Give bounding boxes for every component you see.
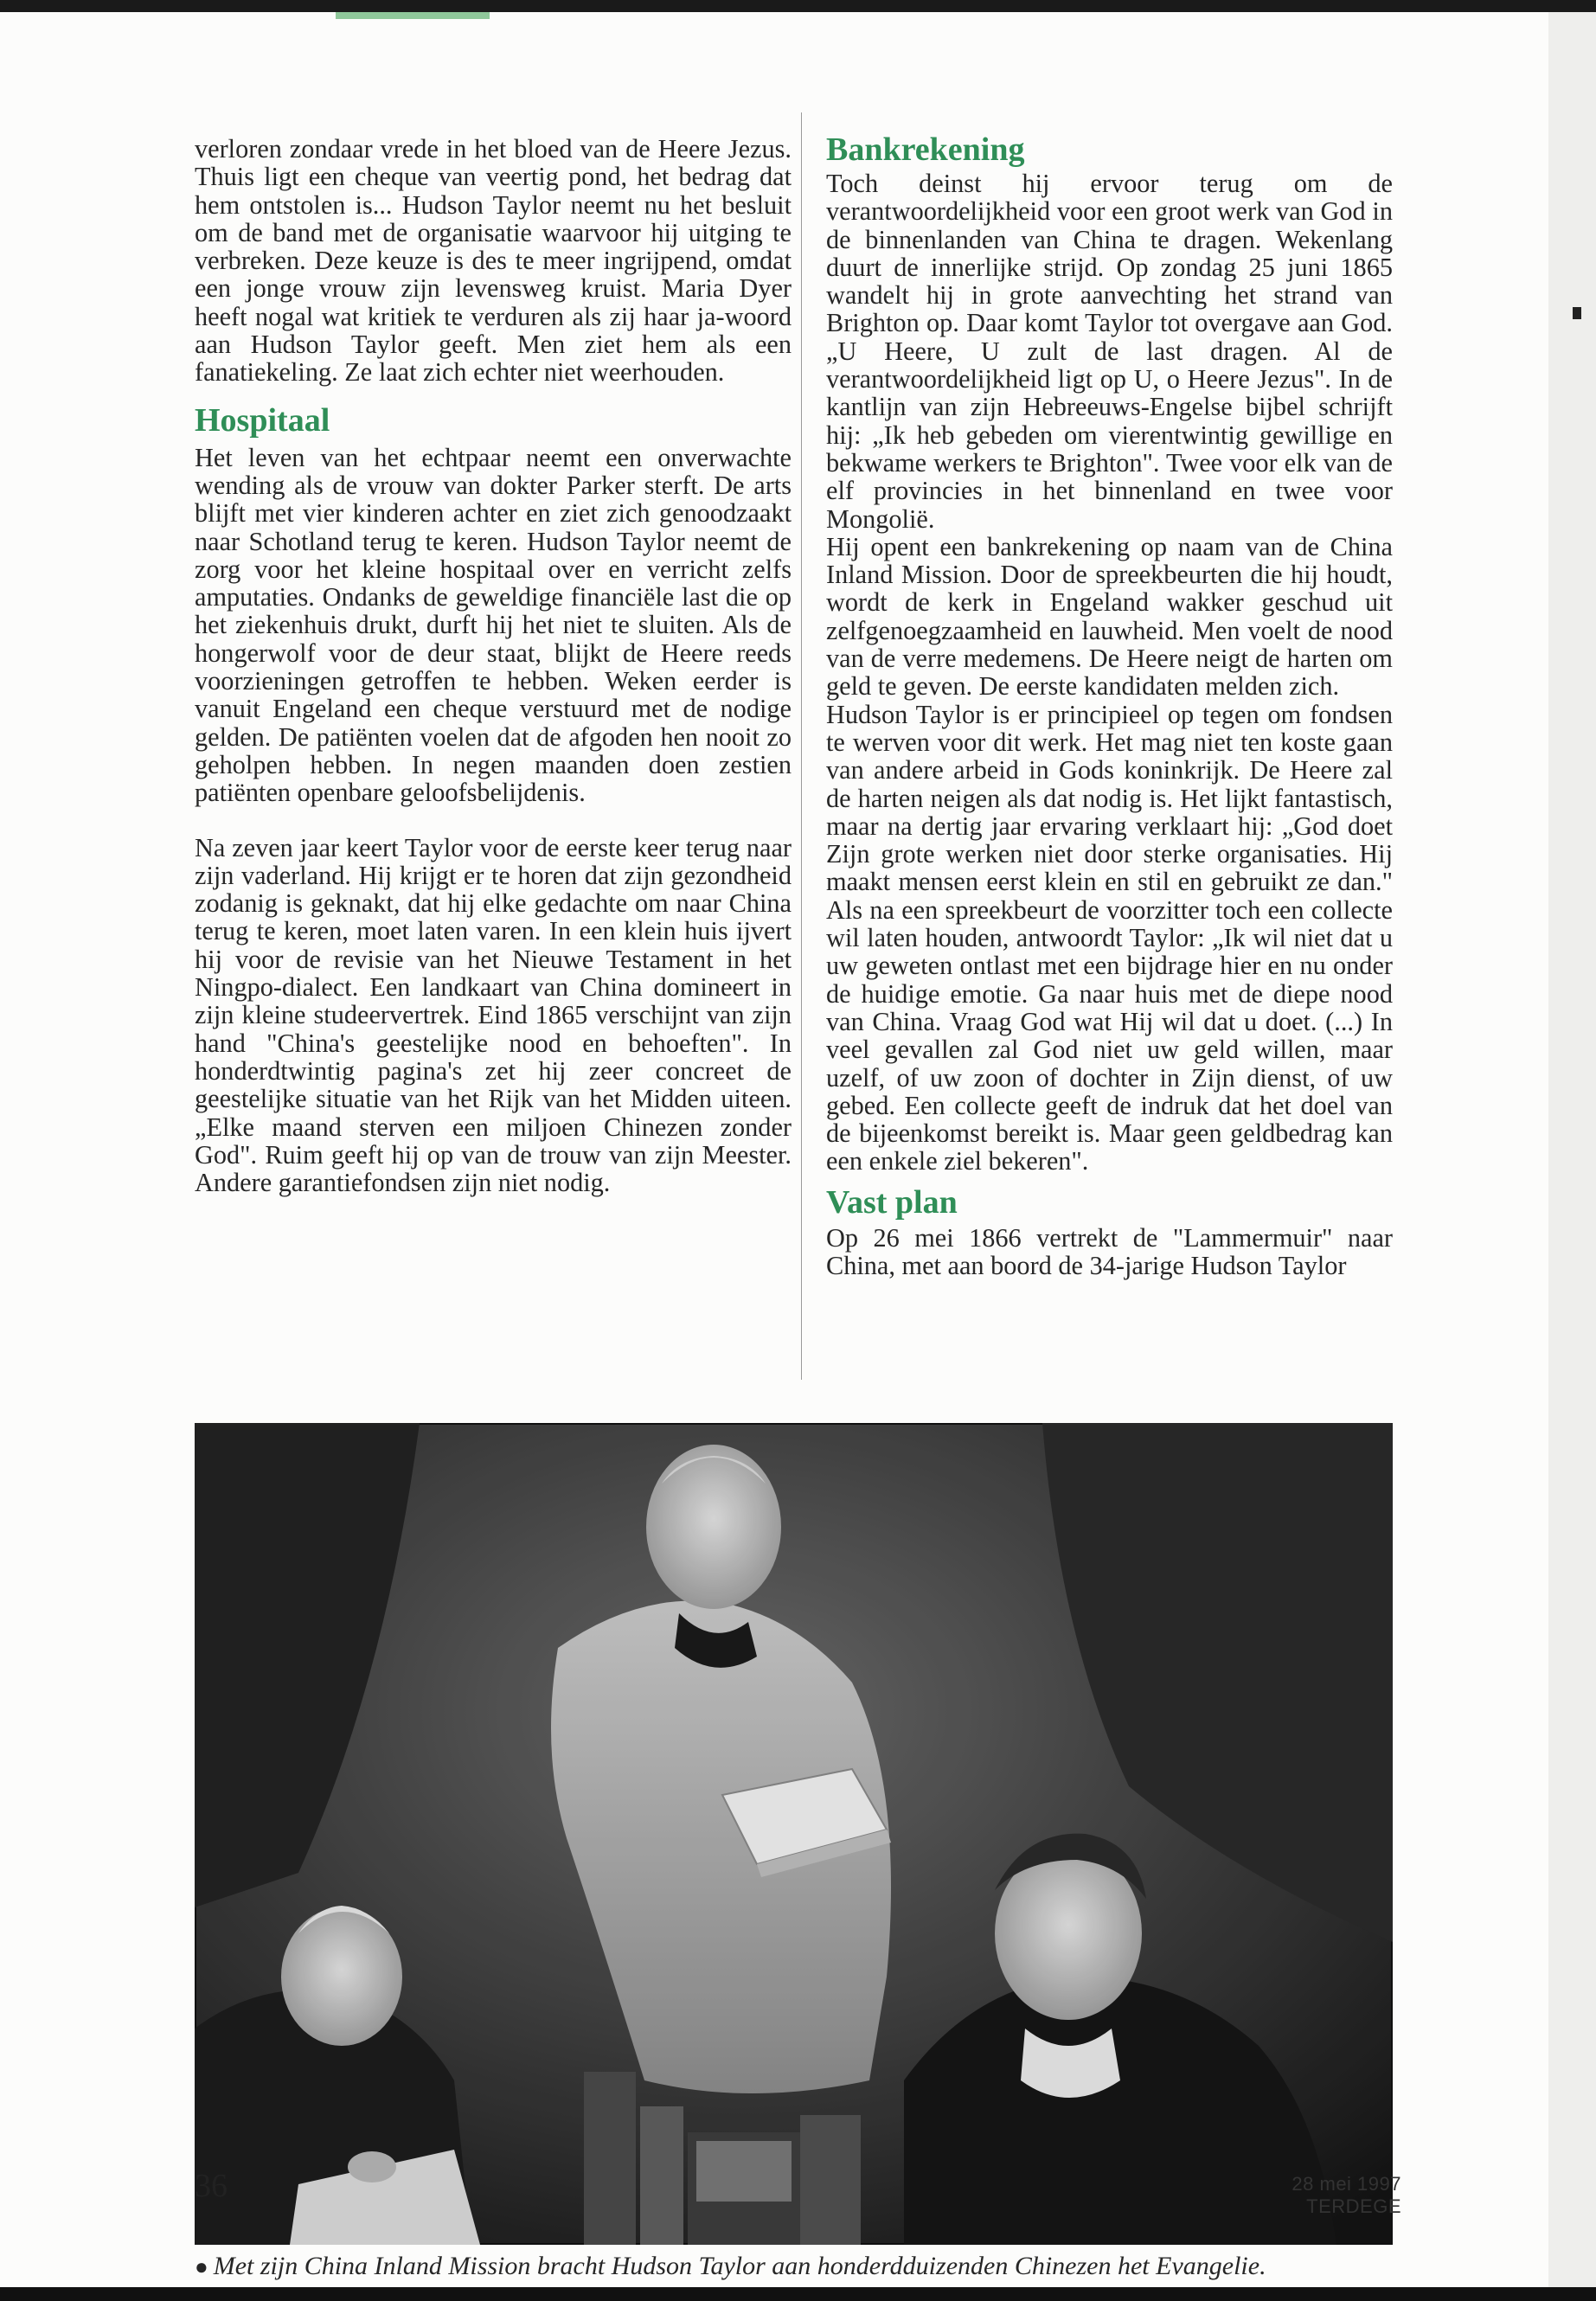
bottom-border: [0, 2287, 1596, 2301]
photo-caption: [195, 2252, 1393, 2281]
vast-plan-paragraph: Op 26 mei 1866 vertrekt de "Lammermuir" naar China, met aan boord de 34-jarige Hudson Taylor: [826, 1222, 1393, 1280]
heading-bankrekening: Bankrekening: [826, 131, 1025, 168]
bank-paragraph-2: Hij opent een bankrekening op naam van de China Inland Mission. Door de spreekbeurten die hij houdt, wordt de kerk in Engeland wakker geschud uit zelfgenoegzaamheid en lauwheid. Men voelt de nood van de verre medemens. De Heere neigt de harten om geld te geven. De eerste kandidaten melden zich.: [826, 531, 1393, 702]
heading-vast-plan: Vast plan: [826, 1183, 958, 1221]
scan-edge-mark: [1573, 307, 1581, 319]
scan-edge: [1548, 12, 1596, 2287]
historical-photo: [195, 1423, 1393, 2245]
left-column: [195, 135, 792, 1196]
column-divider: [801, 112, 802, 1380]
issue-date: 28 mei 1997 TERDEGE: [1292, 2173, 1401, 2217]
photo-illustration: [195, 1423, 1393, 2245]
bank-paragraph-3: Hudson Taylor is er principieel op tegen om fondsen te werven voor dit werk. Het mag niet ten koste gaan van andere arbeid in Gods koninkrijk. De Heere zal de harten neigen als dat nodig is. Het lijkt fantastisch, maar na dertig jaar ervaring verklaart hij: „God doet Zijn grote werken niet door sterke organisaties. Hij maakt mensen eerst klein en stil en gebruikt ze dan." Als na een spreekbeurt de voorzitter toch een collecte wil laten houden, antwoordt Taylor: „Ik wil niet dat u uw geweten ontlast met een bijdrage hier en nu onder de huidige emotie. Ga naar huis met de diepe nood van China. Vraag God wat Hij wil dat u doet. (...) In veel gevallen zal God niet uw geld willen, maar uzelf, of uw zoon of dochter in Zijn dienst, of uw gebed. Een collecte geeft de indruk dat het doel van de bijeenkomst bereikt is. Maar geen geldbedrag kan een enkele ziel bekeren".: [826, 699, 1393, 1176]
caption-text: Met zijn China Inland Mission bracht Hudson Taylor aan honderdduizenden Chinezen het Evangelie.: [213, 2252, 1266, 2280]
intro-paragraph: verloren zondaar vrede in het bloed van de Heere Jezus. Thuis ligt een cheque van veertig pond, het bedrag dat hem ontstolen is... Hudson Taylor neemt nu het besluit om de band met de organisatie waarvoor hij uitging te verbreken. Deze keuze is des te meer ingrijpend, omdat een jonge vrouw zijn levensweg kruist. Maria Dyer heeft nogal wat kritiek te verduren als zij haar ja-woord aan Hudson Taylor geeft. Men ziet hem als een fanatiekeling. Ze laat zich echter niet weerhouden.: [195, 134, 792, 388]
right-column: [826, 170, 1393, 1279]
top-accent-bar: [336, 12, 490, 19]
top-border: [0, 0, 1596, 12]
caption-bullet-icon: ●: [195, 2254, 208, 2279]
bank-paragraph-1: Toch deinst hij ervoor terug om de verantwoordelijkheid voor een groot werk van God in de binnenlanden van China te dragen. Wekenlang duurt de innerlijke strijd. Op zondag 25 juni 1865 wandelt hij in grote aanvechting het strand van Brighton op. Daar komt Taylor tot overgave aan God. „U Heere, U zult de last dragen. Al de verantwoordelijkheid ligt op U, o Heere Jezus". In de kantlijn van zijn Hebreeuws-Engelse bijbel schrijft hij: „Ik heb gebeden om vierentwintig gewillige en bekwame werkers te Brighton". Twee voor elk van de elf provincies in het binnenland en twee voor Mongolië.: [826, 169, 1393, 534]
return-paragraph: Na zeven jaar keert Taylor voor de eerste keer terug naar zijn vaderland. Hij krijgt er te horen dat zijn gezondheid zodanig is geknakt, dat hij elke gedachte om naar China terug te keren, moet laten varen. In een klein huis ijvert hij voor de revisie van het Nieuwe Testament in het Ningpo-dialect. Een landkaart van China domineert in zijn kleine studeervertrek. Eind 1865 verschijnt van zijn hand "China's geestelijke nood en behoeften". In honderdtwintig pagina's zet hij zeer concreet de geestelijke situatie van het Rijk van het Midden uiteen. „Elke maand sterven een miljoen Chinezen zonder God". Ruim geeft hij op van de trouw van zijn Meester. Andere garantiefondsen zijn niet nodig.: [195, 832, 792, 1198]
page-number: 36: [195, 2168, 228, 2204]
hospitaal-paragraph: Het leven van het echtpaar neemt een onverwachte wending als de vrouw van dokter Parker sterft. De arts blijft met vier kinderen achter en ziet zich genoodzaakt naar Schotland terug te keren. Hudson Taylor neemt de zorg voor het kleine hospitaal over en verricht zelfs amputaties. Ondanks de geweldige financiële last die op het ziekenhuis drukt, durft hij het niet te sluiten. Als de hongerwolf voor de deur staat, blijkt de Heere reeds voorzieningen getroffen te hebben. Weken eerder is vanuit Engeland een cheque verstuurd met de nodige gelden. De patiënten voelen dat de afgoden hen nooit zo geholpen hebben. In negen maanden doen zestien patiënten openbare geloofsbelijdenis.: [195, 442, 792, 808]
heading-hospitaal: Hospitaal: [195, 401, 330, 439]
